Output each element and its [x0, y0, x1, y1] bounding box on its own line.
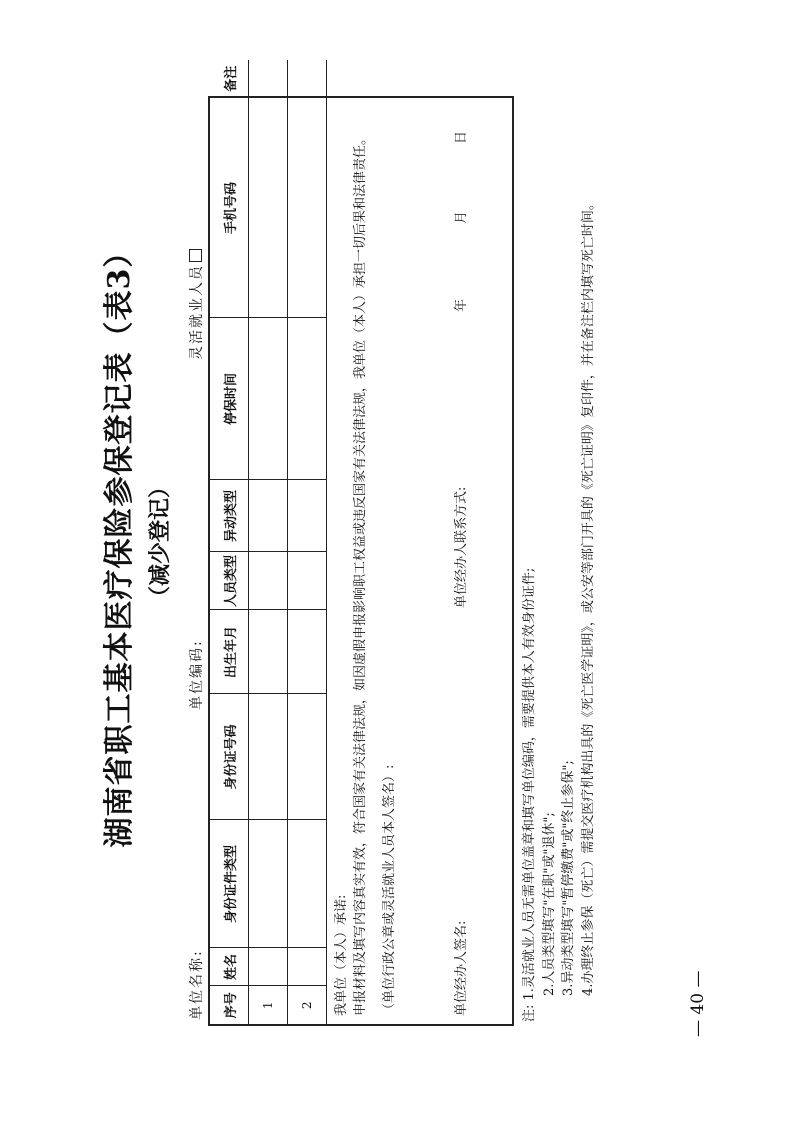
birth-date-cell[interactable] — [249, 610, 288, 694]
change-type-cell[interactable] — [288, 480, 327, 552]
pledge-heading: 我单位（本人）承诺: — [334, 894, 349, 1016]
person-type-cell[interactable] — [249, 552, 288, 610]
handler-contact-label: 单位经办人联系方式: — [454, 486, 469, 608]
person-type-cell[interactable] — [288, 552, 327, 610]
date-year-label: 年 — [454, 298, 469, 312]
notes-section — [520, 92, 598, 1022]
header-birth-date: 出生年月 — [210, 610, 249, 694]
header-id-type: 身份证件类型 — [210, 820, 249, 948]
flexible-employment-option[interactable] — [186, 249, 206, 360]
row-serial-no: 1 — [249, 986, 288, 1024]
change-type-cell[interactable] — [249, 480, 288, 552]
id-type-cell[interactable] — [288, 820, 327, 948]
stop-date-cell[interactable] — [249, 318, 288, 480]
id-number-cell[interactable] — [288, 694, 327, 820]
flexible-employment-label: 灵活就业人员 — [189, 264, 205, 360]
header-change-type: 异动类型 — [210, 480, 249, 552]
date-month-label: 月 — [454, 210, 469, 224]
handler-signature-label: 单位经办人签名: — [454, 920, 469, 1016]
name-cell[interactable] — [249, 948, 288, 986]
note-item: 2.人员类型填写"在职"或"退休"; — [541, 812, 557, 996]
remarks-cell[interactable] — [249, 60, 288, 98]
table-row — [288, 60, 327, 1024]
name-cell[interactable] — [288, 948, 327, 986]
header-person-type: 人员类型 — [210, 552, 249, 610]
unit-code-label: 单位编码: — [189, 639, 205, 710]
remarks-cell[interactable] — [288, 60, 327, 98]
registration-table — [210, 60, 327, 1024]
date-day-label: 日 — [454, 130, 469, 144]
form-subtitle: （减少登记） — [147, 476, 173, 609]
row-serial-no: 2 — [288, 986, 327, 1024]
page-number: — 40 — — [688, 970, 708, 1037]
seal-label: （单位行政公章或灵活就业人员本人签名）: — [382, 764, 397, 1016]
note-item: 4.办理终止参保（死亡）需提交医疗机构出具的《死亡医学证明》，或公安等部门开具的《死亡证明》复印件，并在备注栏内填写死亡时间。 — [580, 197, 596, 996]
pledge-section — [332, 116, 399, 1016]
header-name: 姓名 — [210, 948, 249, 986]
table-row — [249, 60, 288, 1024]
mobile-cell[interactable] — [288, 98, 327, 318]
table-header-row — [210, 60, 249, 1024]
form-title: 湖南省职工基本医疗保险参保登记表（表3） — [102, 236, 137, 848]
id-number-cell[interactable] — [249, 694, 288, 820]
birth-date-cell[interactable] — [288, 610, 327, 694]
note-item: 注: 1.灵活就业人员无需单位盖章和填写单位编码，需要提供本人有效身份证件; — [522, 567, 537, 1022]
header-stop-date: 停保时间 — [210, 318, 249, 480]
unit-name-label: 单位名称: — [189, 949, 205, 1020]
header-mobile: 手机号码 — [210, 98, 249, 318]
stop-date-cell[interactable] — [288, 318, 327, 480]
pledge-text: 申报材料及填写内容真实有效，符合国家有关法律法规，如因虚假申报影响职工权益或违反国家有关法律法规，我单位（本人）承担一切后果和法律责任。 — [353, 131, 368, 1016]
header-remarks: 备注 — [210, 60, 249, 98]
id-type-cell[interactable] — [249, 820, 288, 948]
flexible-employment-checkbox[interactable] — [189, 249, 202, 262]
mobile-cell[interactable] — [249, 98, 288, 318]
note-item: 3.异动类型填写"暂停缴费"或"终止参保"; — [561, 760, 576, 996]
registration-form-frame — [208, 65, 514, 1026]
header-serial-no: 序号 — [210, 986, 249, 1024]
header-id-number: 身份证号码 — [210, 694, 249, 820]
